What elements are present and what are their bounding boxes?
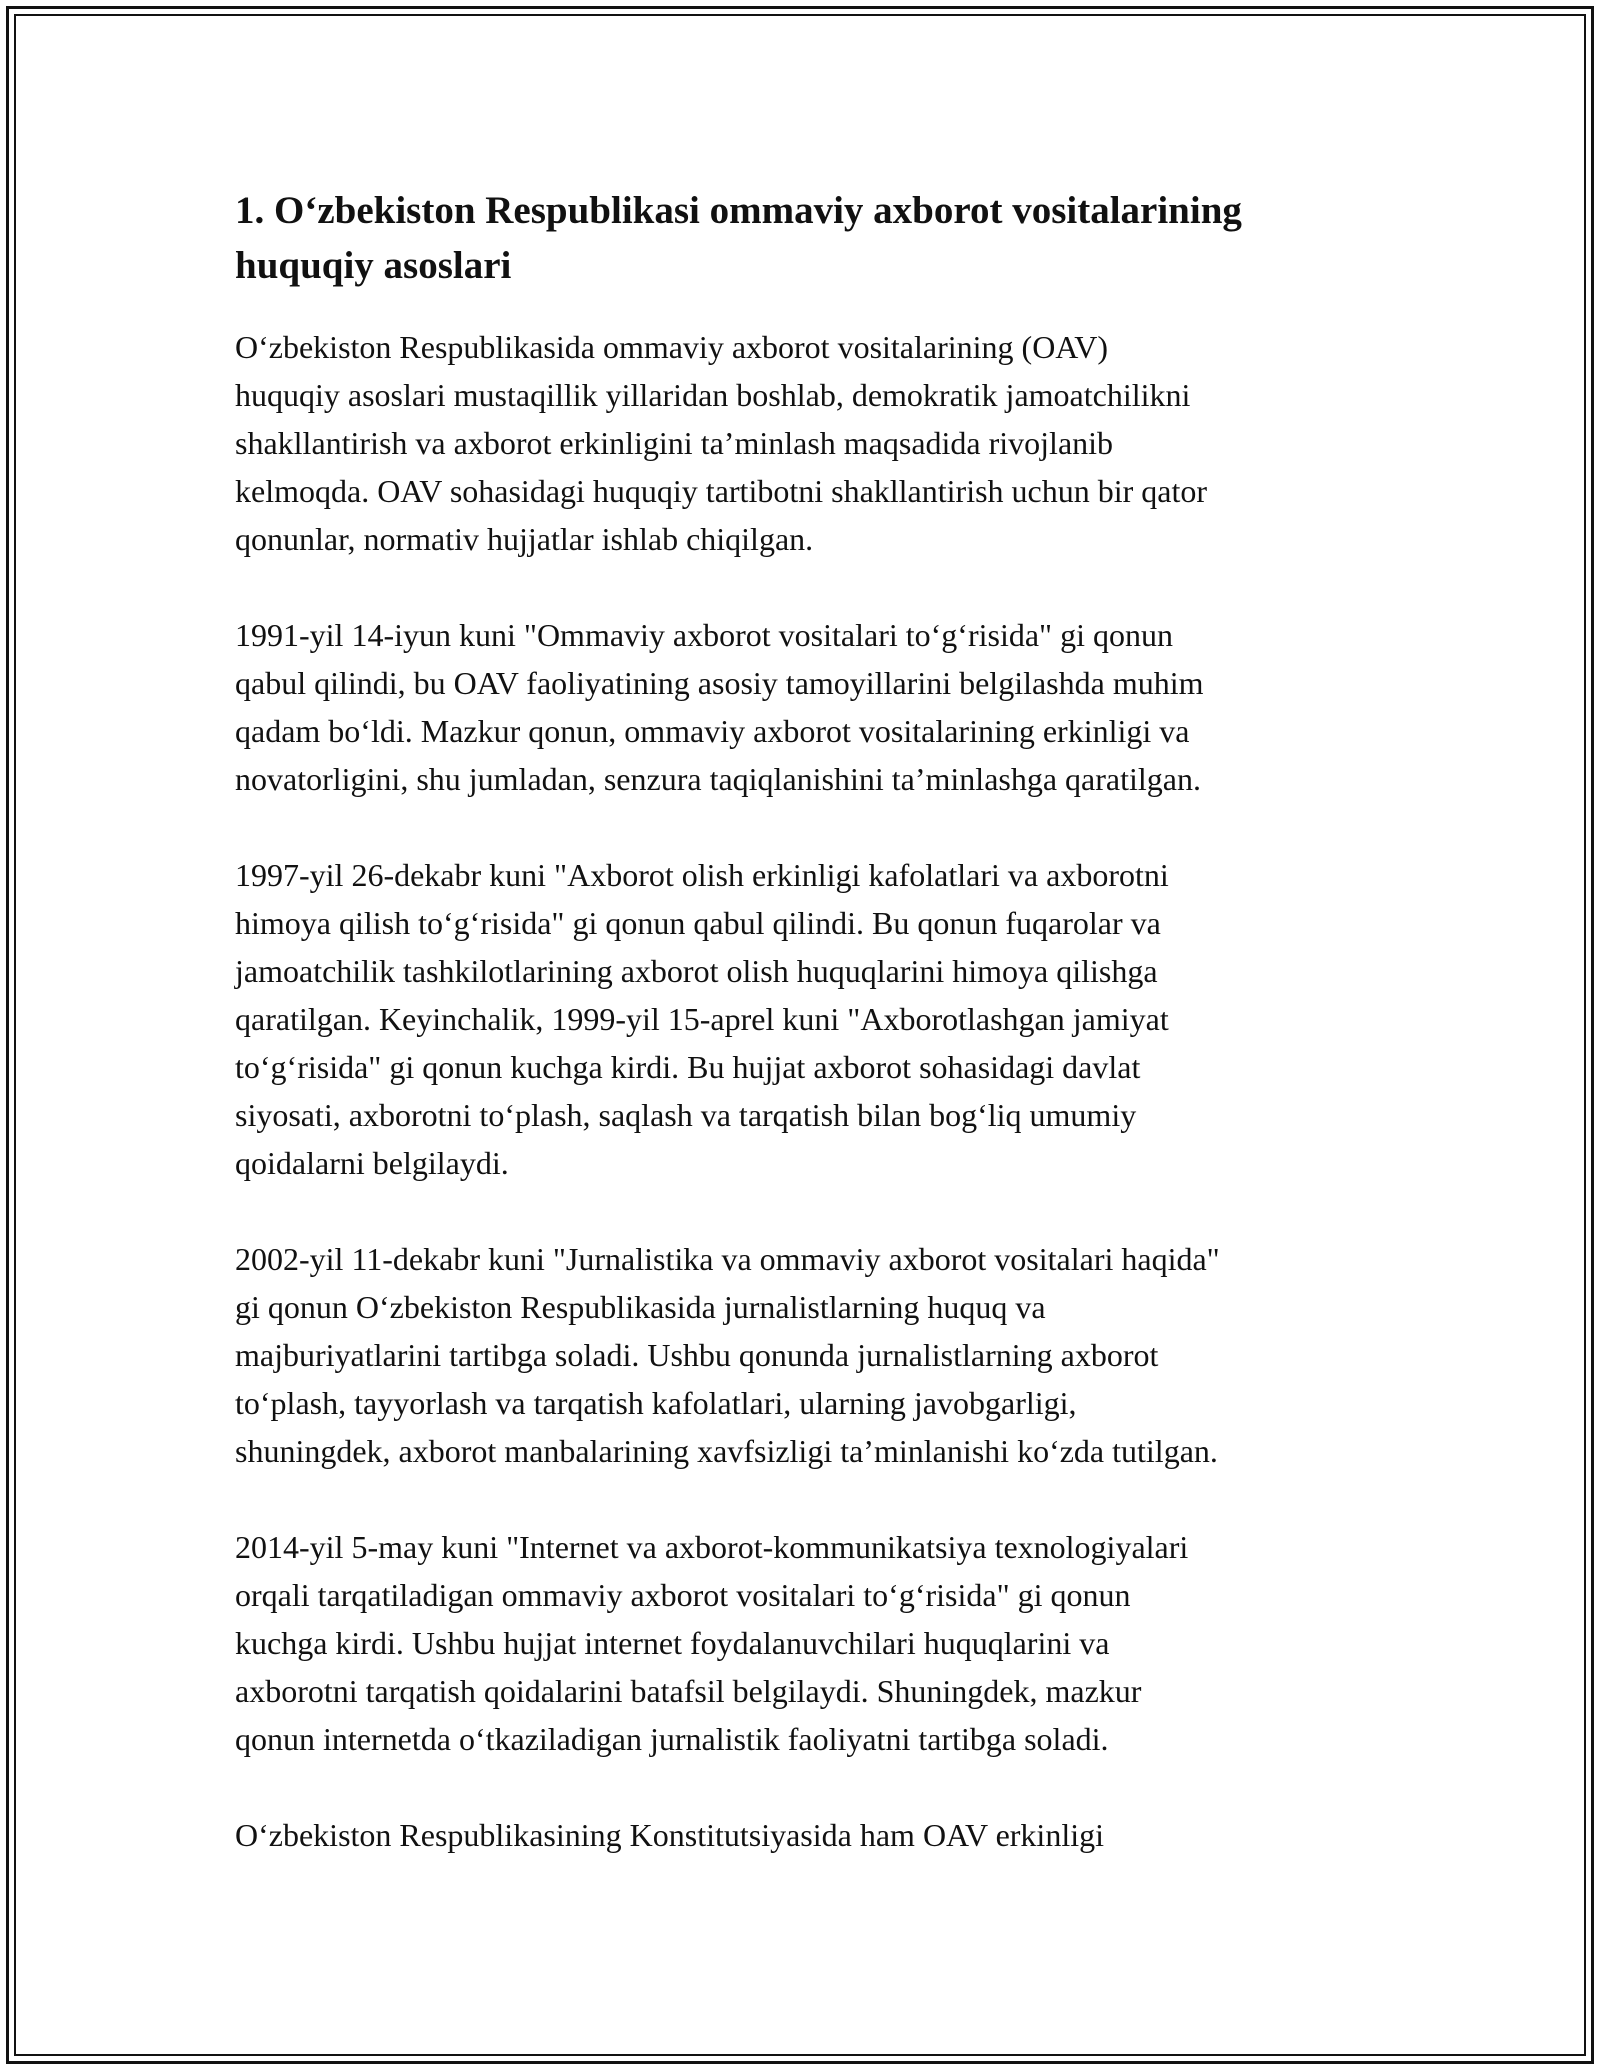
paragraph-2002: 2002-yil 11-dekabr kuni "Jurnalistika va ommaviy axborot vositalari haqida" gi qonun O‘zbekiston Respublikasida jurnalistlarning huquq va majburiyatlarini tartibga soladi. Ushbu qonunda jurnalistlarning axborot to‘plash, tayyorlash va tarqatish kafolatlari, ularning javobgarligi, shuningdek, axborot manbalarining xavfsizligi ta’minlanishi ko‘zda tutilgan. bbox=[235, 1241, 1220, 1469]
paragraph-1997: 1997-yil 26-dekabr kuni "Axborot olish erkinligi kafolatlari va axborotni himoya qilish to‘g‘risida" gi qonun qabul qilindi. Bu qonun fuqarolar va jamoatchilik tashkilotlarining axborot olish huquqlarini himoya qilishga qaratilgan. Keyinchalik, 1999-yil 15-aprel kuni "Axborotlashgan jamiyat to‘g‘risida" gi qonun kuchga kirdi. Bu hujjat axborot sohasidagi davlat siyosati, axborotni to‘plash, saqlash va tarqatish bilan bog‘liq umumiy qoidalarni belgilaydi. bbox=[235, 857, 1169, 1181]
section-heading: 1. O‘zbekiston Respublikasi ommaviy axborot vositalarining huquqiy asoslari bbox=[235, 189, 1242, 287]
paragraph-intro: O‘zbekiston Respublikasida ommaviy axborot vositalarining (OAV) huquqiy asoslari mustaqillik yillaridan boshlab, demokratik jamoatchilikni shakllantirish va axborot erkinligini ta’minlash maqsadida rivojlanib kelmoqda. OAV sohasidagi huquqiy tartibotni shakllantirish uchun bir qator qonunlar, normativ hujjatlar ishlab chiqilgan. bbox=[235, 329, 1208, 557]
paragraph-2014: 2014-yil 5-may kuni "Internet va axborot-kommunikatsiya texnologiyalari orqali tarqatiladigan ommaviy axborot vositalari to‘g‘risida" gi qonun kuchga kirdi. Ushbu hujjat internet foydalanuvchilari huquqlarini va axborotni tarqatish qoidalarini batafsil belgilaydi. Shuningdek, mazkur qonun internetda o‘tkaziladigan jurnalistik faoliyatni tartibga soladi. bbox=[235, 1529, 1189, 1757]
document-body bbox=[235, 183, 1370, 1907]
paragraph-constitution: O‘zbekiston Respublikasining Konstitutsiyasida ham OAV erkinligi bbox=[235, 1817, 1104, 1853]
paragraph-1991: 1991-yil 14-iyun kuni "Ommaviy axborot vositalari to‘g‘risida" gi qonun qabul qilindi, bu OAV faoliyatining asosiy tamoyillarini belgilashda muhim qadam bo‘ldi. Mazkur qonun, ommaviy axborot vositalarining erkinligi va novatorligini, shu jumladan, senzura taqiqlanishini ta’minlashga qaratilgan. bbox=[235, 617, 1204, 797]
